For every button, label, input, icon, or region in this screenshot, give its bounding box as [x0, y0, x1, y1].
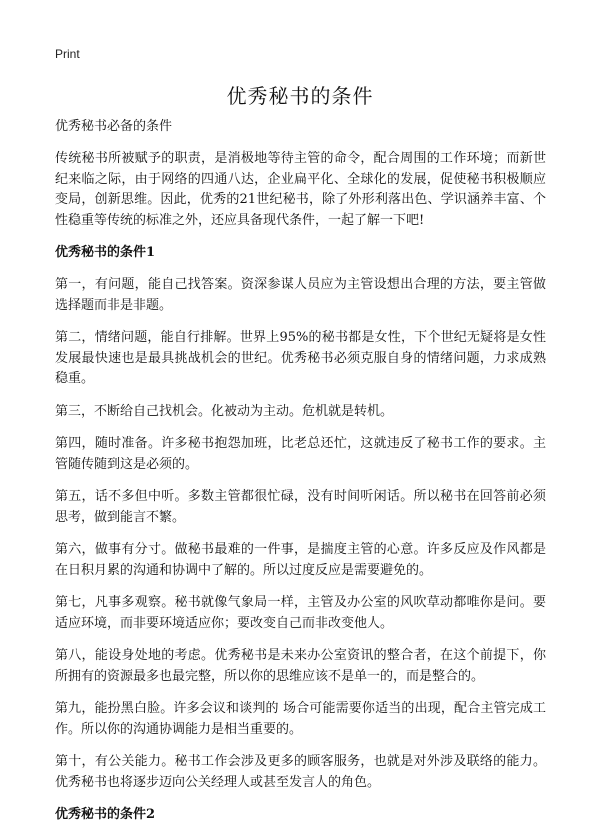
list-item-4: 第四，随时准备。许多秘书抱怨加班，比老总还忙，这就违反了秘书工作的要求。主管随传随到这是必须的。 — [55, 436, 546, 472]
list-item-8: 第八，能设身处地的考虑。优秀秘书是未来办公室资讯的整合者，在这个前提下，你所拥有的资源最多也最完整，所以你的思维应该不是单一的，而是整合的。 — [55, 648, 546, 684]
list-item-1: 第一，有问题，能自己找答案。资深参谋人员应为主管设想出合理的方法，要主管做选择题而非是非题。 — [55, 277, 546, 313]
article-subtitle: 优秀秘书必备的条件 — [55, 119, 173, 134]
list-item-3: 第三，不断给自己找机会。化被动为主动。危机就是转机。 — [55, 403, 394, 419]
list-item-5: 第五，话不多但中听。多数主管都很忙碌，没有时间听闲话。所以秘书在回答前必须思考，做到能言不繁。 — [55, 489, 546, 525]
section-heading-2: 优秀秘书的条件2 — [55, 807, 156, 822]
intro-paragraph: 传统秘书所被赋予的职责，是消极地等待主管的命令，配合周围的工作环境；而新世纪来临之际，由于网络的四通八达，企业扁平化、全球化的发展，促使秘书积极顺应变局，创新思维。因此，优秀的21世纪秘书，除了外形利落出色、学识涵养丰富、个性稳重等传统的标准之外，还应具备现代条件，一起了解一下吧! — [55, 151, 546, 228]
section-heading-1: 优秀秘书的条件1 — [55, 245, 156, 260]
print-link[interactable]: Print — [55, 47, 80, 61]
list-item-7: 第七，凡事多观察。秘书就像气象局一样，主管及办公室的风吹草动都唯你是问。要适应环境，而非要环境适应你；要改变自己而非改变他人。 — [55, 595, 546, 631]
list-item-6: 第六，做事有分寸。做秘书最难的一件事，是揣度主管的心意。许多反应及作风都是在日积月累的沟通和协调中了解的。所以过度反应是需要避免的。 — [55, 542, 546, 578]
list-item-2: 第二，情绪问题，能自行排解。世界上95%的秘书都是女性，下个世纪无疑将是女性发展最快速也是最具挑战机会的世纪。优秀秘书必须克服自身的情绪问题，力求成熟稳重。 — [55, 330, 546, 386]
page-title: 优秀秘书的条件 — [226, 84, 374, 108]
article-body — [55, 117, 546, 837]
list-item-9: 第九，能扮黑白脸。许多会议和谈判的 场合可能需要你适当的出现，配合主管完成工作。所以你的沟通协调能力是相当重要的。 — [55, 701, 546, 737]
list-item-10: 第十，有公关能力。秘书工作会涉及更多的顾客服务，也就是对外涉及联络的能力。优秀秘书也将逐步迈向公关经理人或甚至发言人的角色。 — [55, 754, 546, 790]
